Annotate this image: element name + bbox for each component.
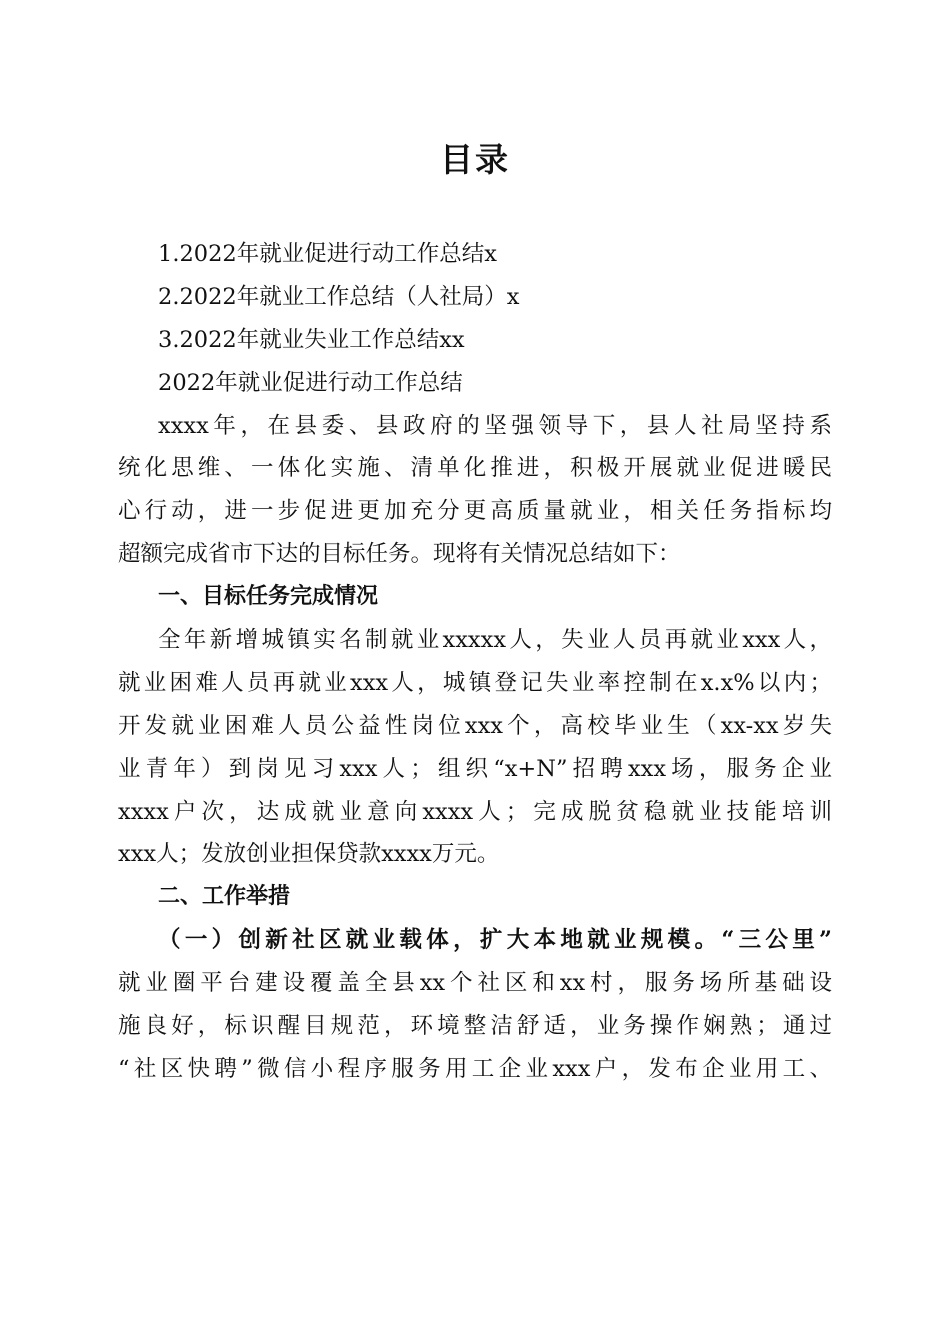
- paragraph-line: 心行动，进一步促进更加充分更高质量就业，相关任务指标均: [118, 498, 832, 525]
- subsection-lead-line: （一）创新社区就业载体，扩大本地就业规模。“三公里”: [158, 927, 832, 954]
- toc-item[interactable]: 3.2022年就业失业工作总结xx: [158, 326, 465, 353]
- toc-item[interactable]: 1.2022年就业促进行动工作总结x: [158, 241, 497, 267]
- paragraph-line: 业青年）到岗见习xxx人；组织“x+N”招聘xxx场，服务企业: [118, 755, 832, 782]
- toc-item[interactable]: 2.2022年就业工作总结（人社局）x: [158, 283, 520, 310]
- section-heading: 一、目标任务完成情况: [158, 584, 379, 610]
- paragraph-line: xxxx户次，达成就业意向xxxx人；完成脱贫稳就业技能培训: [118, 798, 832, 825]
- paragraph-line: 施良好，标识醒目规范，环境整洁舒适，业务操作娴熟；通过: [118, 1013, 832, 1040]
- page-title: 目录: [440, 140, 510, 179]
- paragraph-line: 开发就业困难人员公益性岗位xxx个，高校毕业生（xx-xx岁失: [118, 712, 832, 739]
- paragraph-line: 超额完成省市下达的目标任务。现将有关情况总结如下：: [118, 541, 681, 568]
- paragraph-line: 就业圈平台建设覆盖全县xx个社区和xx村，服务场所基础设: [118, 970, 832, 997]
- paragraph-line: 统化思维、一体化实施、清单化推进，积极开展就业促进暖民: [118, 455, 832, 482]
- paragraph-line: 就业困难人员再就业xxx人，城镇登记失业率控制在x.x%以内；: [118, 669, 832, 696]
- paragraph-line: xxx人；发放创业担保贷款xxxx万元。: [118, 841, 500, 868]
- paragraph-line: 全年新增城镇实名制就业xxxxx人，失业人员再就业xxx人，: [158, 627, 832, 654]
- paragraph-line: “社区快聘”微信小程序服务用工企业xxx户，发布企业用工、: [118, 1055, 832, 1082]
- document-body: [118, 233, 832, 1091]
- paragraph-line: xxxx年，在县委、县政府的坚强领导下，县人社局坚持系: [158, 412, 832, 439]
- article-title: 2022年就业促进行动工作总结: [158, 369, 463, 396]
- section-heading: 二、工作举措: [158, 884, 291, 910]
